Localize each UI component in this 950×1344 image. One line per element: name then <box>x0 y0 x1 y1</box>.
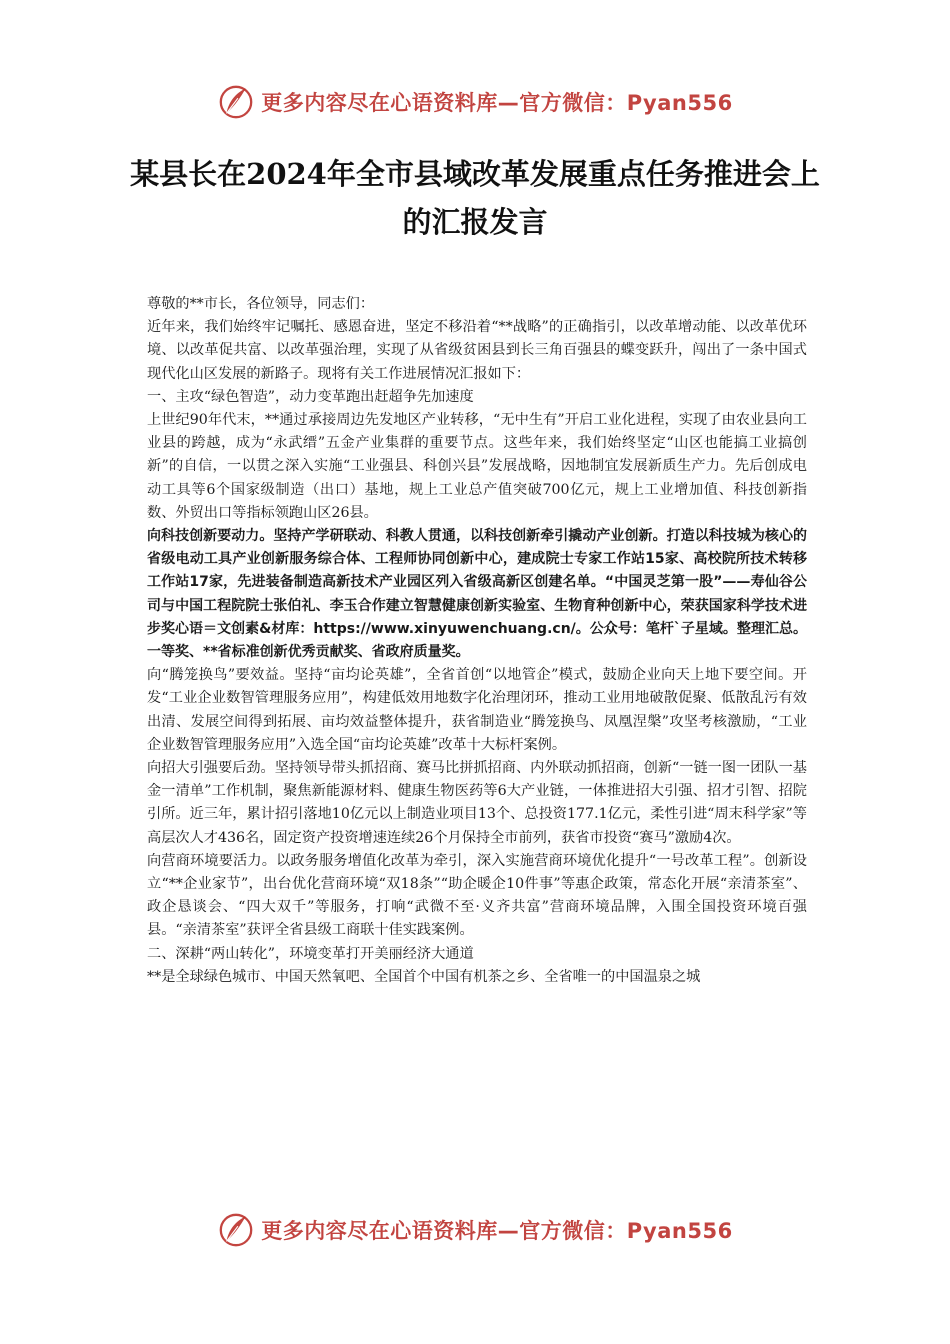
paragraph: 向“腾笼换鸟”要效益。坚持“亩均论英雄”，全省首创“以地管企”模式，鼓励企业向天上地下要空间。开发“工业企业数智管理服务应用”，构建低效用地数字化治理闭环，推动工业用地破散促聚、低散乱污有效出清、发展空间得到拓展、亩均效益整体提升，获省制造业“腾笼换鸟、凤凰涅槃”攻坚考核激励，“工业企业数智管理服务应用”入选全国“亩均论英雄”改革十大标杆案例。 <box>147 667 807 753</box>
paragraph: 向招大引强要后劲。坚持领导带头抓招商、赛马比拼抓招商、内外联动抓招商，创新“一链一图一团队一基金一清单”工作机制，聚焦新能源材料、健康生物医药等6大产业链，一体推进招大引强、招才引智、招院引所。近三年，累计招引落地10亿元以上制造业项目13个、总投资177.1亿元，柔性引进“周末科学家”等高层次人才436名，固定资产投资增速连续26个月保持全市前列，获省市投资“赛马”激励4次。 <box>147 760 807 846</box>
paragraph-bold: 向科技创新要动力。坚持产学研联动、科教人贯通，以科技创新牵引撬动产业创新。打造以科技城为核心的省级电动工具产业创新服务综合体、工程师协同创新中心，建成院士专家工作站15家、高校院所技术转移工作站17家，先进装备制造高新技术产业园区列入省级高新区创建名单。“中国灵芝第一股”——寿仙谷公司与中国工程院院士张伯礼、李玉合作建立智慧健康创新实验室、生物育种创新中心，荣获国家科学技术进步奖心语＝文创素&材库：https://www.xinyuwenchuang.cn/。公众号：笔杆`子星域。整理汇总。一等奖、**省标准创新优秀贡献奖、省政府质量奖。 <box>147 528 807 661</box>
paragraph: 向营商环境要活力。以政务服务增值化改革为牵引，深入实施营商环境优化提升“一号改革工程”。创新设立“**企业家节”，出台优化营商环境“双18条”“助企暖企10件事”等惠企政策，常态化开展“亲清茶室”、政企恳谈会、“四大双千”等服务，打响“武微不至·义齐共富”营商环境品牌，入围全国投资环境百强县。“亲清茶室”获评全省县级工商联十佳实践案例。 <box>147 852 807 939</box>
footer-banner <box>0 1208 950 1252</box>
paragraph: 近年来，我们始终牢记嘱托、感恩奋进，坚定不移沿着“**战略”的正确指引，以改革增动能、以改革优环境、以改革促共富、以改革强治理，实现了从省级贫困县到长三角百强县的蝶变跃升，闯出了一条中国式现代化山区发展的新路子。现将有关工作进展情况汇报如下： <box>147 319 807 382</box>
banner-text: 更多内容尽在心语资料库—官方微信：Pyan556 <box>261 1219 733 1243</box>
document-body <box>147 293 807 989</box>
paragraph: **是全球绿色城市、中国天然氧吧、全国首个中国有机茶之乡、全省唯一的中国温泉之城 <box>147 968 701 985</box>
section-heading: 二、深耕“两山转化”，环境变革打开美丽经济大通道 <box>147 945 474 962</box>
feather-pen-logo <box>217 1211 255 1249</box>
section-heading: 一、主攻“绿色智造”，动力变革跑出赶超争先加速度 <box>147 388 474 405</box>
header-banner <box>0 80 950 124</box>
paragraph: 上世纪90年代末，**通过承接周边先发地区产业转移，“无中生有”开启工业化进程，实现了由农业县向工业县的跨越，成为“永武缙”五金产业集群的重要节点。这些年来，我们始终坚定“山区也能搞工业搞创新”的自信，一以贯之深入实施“工业强县、科创兴县”发展战略，因地制宜发展新质生产力。先后创成电动工具等6个国家级制造（出口）基地，规上工业总产值突破700亿元，规上工业增加值、科技创新指数、外贸出口等指标领跑山区26县。 <box>147 412 807 521</box>
page-title: 某县长在2024年全市县域改革发展重点任务推进会上的汇报发言 <box>130 157 820 239</box>
paragraph: 尊敬的**市长，各位领导，同志们： <box>147 296 375 312</box>
feather-pen-logo <box>217 83 255 121</box>
banner-text: 更多内容尽在心语资料库—官方微信：Pyan556 <box>261 91 733 115</box>
